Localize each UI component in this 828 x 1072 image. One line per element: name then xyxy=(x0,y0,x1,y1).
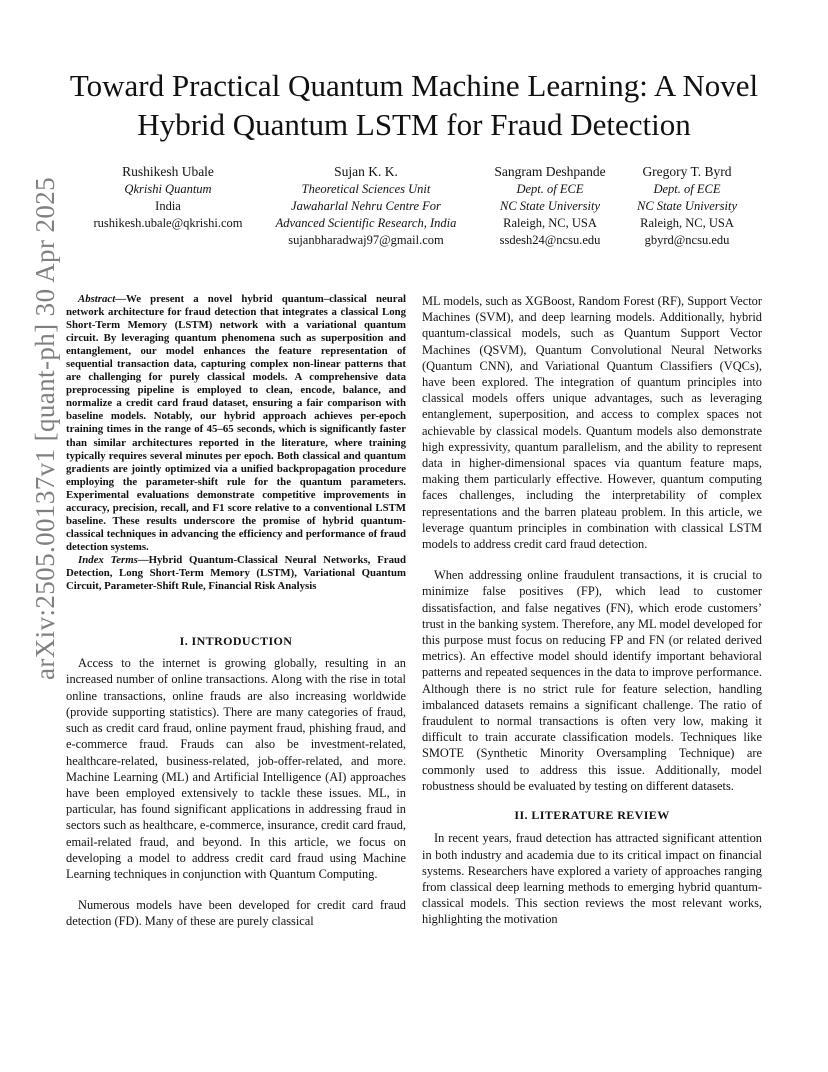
section-heading-introduction: I. INTRODUCTION xyxy=(179,634,293,649)
abstract-text: —We present a novel hybrid quantum–classical neural network architecture for fraud detection that integrates a classical Long Short-Term Memory (LSTM) network with a variational quantum circuit. By leveraging quantum phenomena such as superposition and entanglement, our model enhances the feature representation of sequential transaction data, capturing complex non-linear patterns that are challenging for purely classical models. A comprehensive data preprocessing pipeline is employed to clean, encode, balance, and normalize a credit card fraud dataset, ensuring a fair comparison with baseline models. Notably, our hybrid approach achieves per-epoch training times in the range of 45–65 seconds, which is significantly faster than similar architectures reported in the literature, where training typically requires several minutes per epoch. Both classical and quantum gradients are jointly optimized via a unified backpropagation procedure employing the parameter-shift rule for the quantum parameters. Experimental evaluations demonstrate competitive improvements in accuracy, precision, recall, and F1 score relative to a conventional LSTM baseline. These results underscore the promise of hybrid quantum-classical techniques in advancing the efficiency and performance of fraud detection systems. xyxy=(66,293,406,553)
author-email: ssdesh24@ncsu.edu xyxy=(499,233,601,247)
author-email: sujanbharadwaj97@gmail.com xyxy=(288,233,444,247)
body-paragraph: Numerous models have been developed for credit card fraud detection (FD). Many of these are purely classical xyxy=(66,898,406,929)
author-affiliation: Theoretical Sciences Unit xyxy=(301,182,431,196)
index-terms-label: Index Terms xyxy=(78,553,138,566)
author-affiliation: Advanced Scientific Research, India xyxy=(275,216,457,230)
section-heading-literature-review: II. LITERATURE REVIEW xyxy=(514,808,670,823)
author-block xyxy=(262,163,470,249)
left-column xyxy=(66,293,406,930)
author-email: rushikesh.ubale@qkrishi.com xyxy=(93,216,243,230)
body-paragraph: Access to the internet is growing globally, resulting in an increased number of online transactions. Along with the rise in total online transactions, online frauds are also increasing worldwide (provide supporting statistics). There are many categories of fraud, such as credit card fraud, online payment fraud, phishing fraud, and e-commerce fraud. Frauds can also be investment-related, healthcare-related, business-related, job-offer-related, and more. Machine Learning (ML) and Artificial Intelligence (AI) approaches have been employed extensively to tackle these issues. ML, in particular, has found significant applications in addressing fraud in sectors such as healthcare, e-commerce, insurance, credit card fraud, email-related fraud, and beyond. In this article, we focus on developing a model to address credit card fraud using Machine Learning techniques in conjunction with Quantum Computing. xyxy=(66,656,406,881)
author-name: Gregory T. Byrd xyxy=(642,164,732,179)
author-affiliation: Qkrishi Quantum xyxy=(124,182,212,196)
author-block xyxy=(90,163,246,232)
author-affiliation: NC State University xyxy=(637,199,737,213)
right-column xyxy=(422,293,762,928)
abstract-label: Abstract xyxy=(78,293,116,305)
author-name: Sangram Deshpande xyxy=(494,164,606,179)
body-paragraph: ML models, such as XGBoost, Random Forest (RF), Support Vector Machines (SVM), and deep learning models. Additionally, hybrid quantum-classical models, such as Quantum Support Vector Machines (QSVM), Quantum Convolutional Neural Networks (Quantum CNN), and Variational Quantum Classifiers (VQCs), have been explored. The integration of quantum principles into classical models offers unique advantages, such as leveraging entanglement, superposition, and access to complex spaces not achievable by classical models. Quantum models also demonstrate high expressivity, quantum parallelism, and the ability to represent data in higher-dimensional spaces via quantum feature maps, making them particularly effective. However, quantum computing faces challenges, including the interpretability of complex representations and the barren plateau problem. In this article, we leverage quantum principles in combination with classical LSTM models to address credit card fraud detection. xyxy=(422,294,762,552)
author-block xyxy=(626,163,748,249)
abstract xyxy=(66,293,406,554)
author-location: Raleigh, NC, USA xyxy=(503,216,597,230)
arxiv-identifier: arXiv:2505.00137v1 [quant-ph] 30 Apr 2025 xyxy=(30,176,60,680)
author-country: India xyxy=(155,199,181,213)
author-affiliation: Jawaharlal Nehru Centre For xyxy=(291,199,441,213)
index-terms xyxy=(66,554,406,593)
author-email: gbyrd@ncsu.edu xyxy=(644,233,730,247)
author-affiliation: Dept. of ECE xyxy=(516,182,584,196)
body-paragraph: In recent years, fraud detection has attracted significant attention in both industry and academia due to its critical impact on financial systems. Researchers have explored a variety of approaches ranging from classical deep learning methods to emerging hybrid quantum-classical models. This section reviews the most relevant works, highlighting the motivation xyxy=(422,831,762,927)
author-affiliation: NC State University xyxy=(500,199,600,213)
index-terms-text: —Hybrid Quantum-Classical Neural Networks, Fraud Detection, Long Short-Term Memory (LSTM), Variational Quantum Circuit, Parameter-Shift Rule, Financial Risk Analysis xyxy=(66,553,406,593)
author-location: Raleigh, NC, USA xyxy=(640,216,734,230)
author-block xyxy=(484,163,616,249)
author-affiliation: Dept. of ECE xyxy=(653,182,721,196)
author-name: Sujan K. K. xyxy=(334,164,398,179)
paper-title: Toward Practical Quantum Machine Learning: A Novel Hybrid Quantum LSTM for Fraud Detection xyxy=(69,68,759,142)
author-name: Rushikesh Ubale xyxy=(122,164,214,179)
body-paragraph: When addressing online fraudulent transactions, it is crucial to minimize false positives (FP), which lead to customer dissatisfaction, and false negatives (FN), which erode customers’ trust in the banking system. Therefore, any ML model developed for this purpose must focus on reducing FP and FN (or related derived metrics). An effective model should identify important behavioral patterns and repeated sequences in the data to improve performance. Although there is no strict rule for feature selection, handling imbalanced datasets remains a significant challenge. The ratio of fraudulent to normal transactions is often very low, making it difficult to train accurate classification models. Techniques like SMOTE (Synthetic Minority Oversampling Technique) are commonly used to address this issue. Additionally, model robustness should be evaluated by testing on different datasets. xyxy=(422,568,762,793)
